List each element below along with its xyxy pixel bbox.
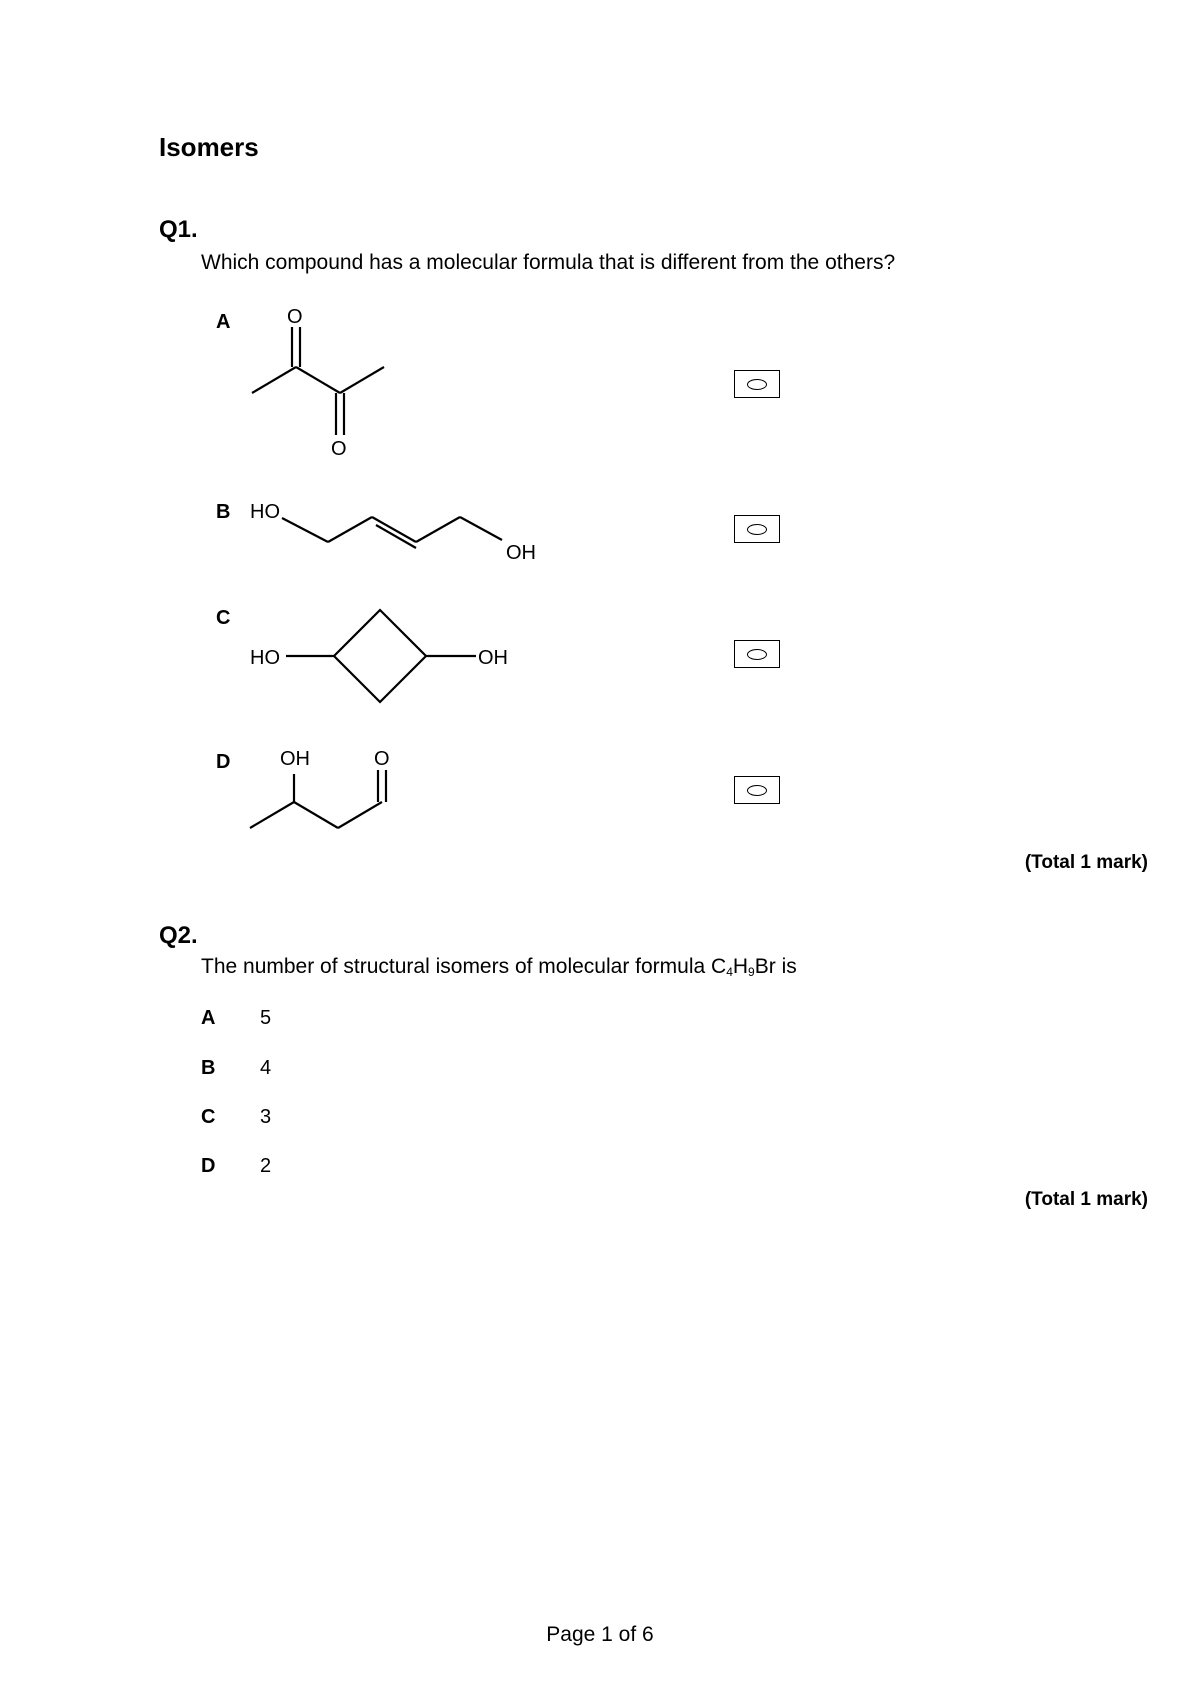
q1-option-c-structure: [240, 605, 540, 715]
q1-b-atom-label: HO: [250, 501, 280, 523]
q2-option-c-letter: C: [201, 1106, 216, 1128]
page-title: Isomers: [159, 132, 259, 162]
answer-oval: [747, 524, 767, 535]
q2-option-b-value: 4: [260, 1057, 272, 1079]
answer-oval: [747, 785, 767, 796]
q1-option-c-letter: C: [216, 607, 231, 629]
q1-d-atom-label: O: [374, 748, 390, 770]
question-2-text: [201, 955, 797, 979]
question-1-text: Which compound has a molecular formula that is different from the others?: [201, 251, 896, 274]
q1-c-atom-label: HO: [250, 647, 280, 669]
q1-c-atom-label: OH: [478, 647, 508, 669]
q1-d-atom-label: OH: [280, 748, 310, 770]
q1-option-a-structure: [240, 305, 400, 465]
q2-text-part: Br is: [754, 955, 797, 978]
answer-oval: [747, 379, 767, 390]
q2-option-a-value: 5: [260, 1007, 272, 1029]
q2-text-part: H: [732, 955, 749, 978]
q2-text-part: The number of structural isomers of molecular formula C: [201, 955, 727, 978]
question-1-number: Q1.: [159, 216, 198, 243]
q1-option-d-structure: [240, 740, 410, 840]
q2-option-d-value: 2: [260, 1155, 272, 1177]
q2-option-b-letter: B: [201, 1057, 216, 1079]
q2-subscript: 4: [726, 965, 733, 979]
q1-option-c-answer-box[interactable]: [734, 640, 780, 668]
question-2-number: Q2.: [159, 922, 198, 949]
q2-subscript: 9: [748, 965, 755, 979]
q1-option-a-answer-box[interactable]: [734, 370, 780, 398]
q1-a-atom-label: O: [331, 438, 347, 460]
q1-b-atom-label: OH: [506, 542, 536, 564]
q1-option-d-answer-box[interactable]: [734, 776, 780, 804]
q1-a-atom-label: O: [287, 306, 303, 328]
q1-option-b-answer-box[interactable]: [734, 515, 780, 543]
q1-option-a-letter: A: [216, 311, 231, 333]
q2-option-d-letter: D: [201, 1155, 216, 1177]
q2-option-a-letter: A: [201, 1007, 216, 1029]
q1-option-b-structure: [240, 490, 550, 570]
answer-oval: [747, 649, 767, 660]
q1-option-d-letter: D: [216, 751, 231, 773]
q2-total-mark: (Total 1 mark): [1024, 1189, 1148, 1210]
q2-option-c-value: 3: [260, 1106, 272, 1128]
q1-total-mark: (Total 1 mark): [1024, 852, 1148, 873]
page-footer: Page 1 of 6: [546, 1623, 654, 1646]
q1-option-b-letter: B: [216, 501, 231, 523]
